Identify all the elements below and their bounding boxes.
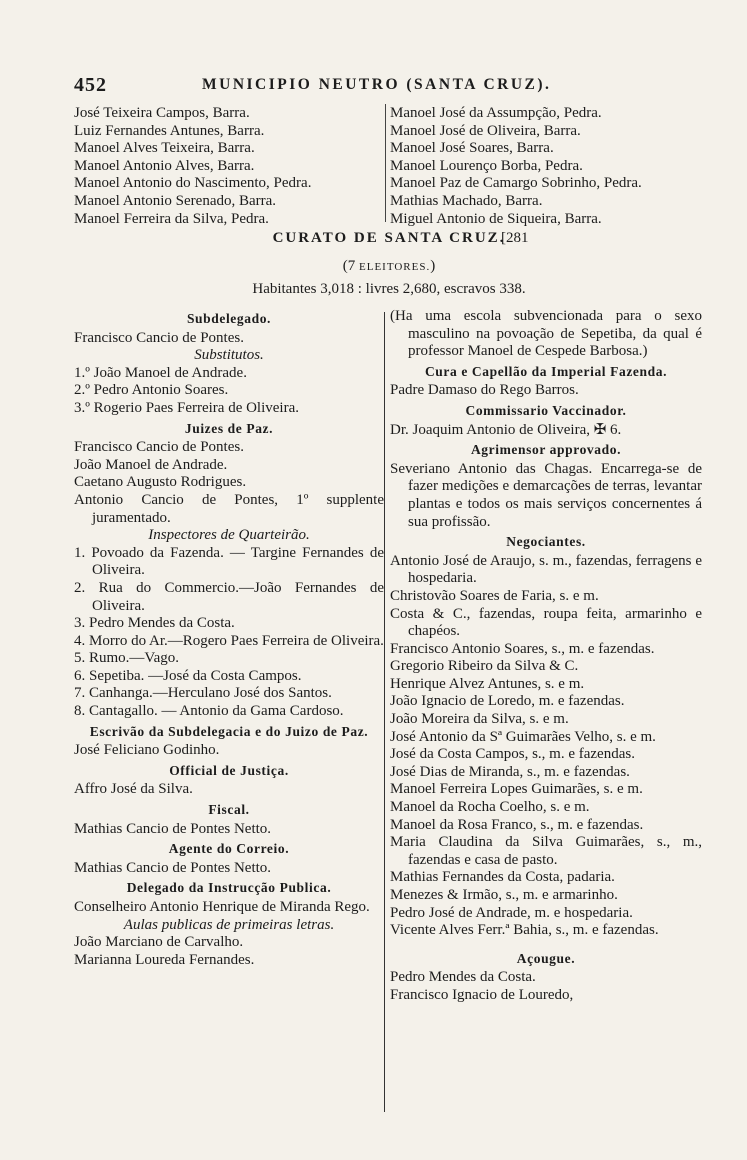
list-item: Manoel Antonio do Nascimento, Pedra. bbox=[74, 175, 312, 192]
section-heading-curato bbox=[74, 230, 704, 247]
cura-name: Padre Damaso do Rego Barros. bbox=[390, 382, 579, 399]
list-item: Vicente Alves Ferr.ª Bahia, s., m. e fazendas. bbox=[390, 922, 659, 939]
list-item: Mathias Fernandes da Costa, padaria. bbox=[390, 869, 615, 886]
official-name: Affro José da Silva. bbox=[74, 781, 193, 798]
heading-subdelegado: Subdelegado. bbox=[186, 311, 272, 326]
heading-delegado: Delegado da Instrucção Publica. bbox=[126, 880, 332, 896]
list-item: Pedro José de Andrade, m. e hospedaria. bbox=[390, 904, 633, 921]
escola-note: (Ha uma escola subvencionada para o sexo masculino na povoação de Sepetiba, da qual é professor Manoel de Cespede Barbosa.) bbox=[390, 308, 702, 360]
list-item: João Manoel de Andrade. bbox=[74, 456, 228, 473]
list-item: Manoel Ferreira Lopes Guimarães, s. e m. bbox=[390, 781, 643, 798]
curato-ref: [281 bbox=[501, 230, 529, 246]
list-item: Costa & C., fazendas, roupa feita, armarinho e chapéos. bbox=[390, 605, 702, 640]
habitantes-line: Habitantes 3,018 : livres 2,680, escravos 338. bbox=[252, 281, 526, 297]
list-item: Christovão Soares de Faria, s. e m. bbox=[390, 587, 599, 604]
list-item: José Antonio da Sª Guimarães Velho, s. e m. bbox=[390, 728, 656, 745]
list-item: Manoel José da Assumpção, Pedra. bbox=[390, 105, 602, 121]
list-item: 1. Povoado da Fazenda. — Targine Fernandes de Oliveira. bbox=[74, 544, 384, 579]
commissario-name: Dr. Joaquim Antonio de Oliveira, ✠ 6. bbox=[390, 421, 622, 438]
list-item: Manoel José Soares, Barra. bbox=[390, 140, 554, 157]
top-right-list bbox=[390, 105, 705, 228]
heading-cura: Cura e Capellão da Imperial Fazenda. bbox=[424, 363, 668, 379]
right-column bbox=[390, 308, 702, 1005]
list-item: Maria Claudina da Silva Guimarães, s., m., fazendas e casa de pasto. bbox=[390, 834, 702, 868]
list-item: Marianna Loureda Fernandes. bbox=[74, 951, 255, 968]
eleitores-close: ) bbox=[430, 258, 436, 274]
list-item: José da Costa Campos, s., m. e fazendas. bbox=[390, 746, 635, 763]
eleitores-label: ELEITORES. bbox=[359, 261, 431, 273]
agrimensor-text: Severiano Antonio das Chagas. Encarrega-se de fazer medições e demarcações de terras, levantar plantas e todos os mais serviços concernentes á sua profissão. bbox=[390, 460, 702, 530]
top-left-list bbox=[74, 105, 374, 228]
subdelegado-name: Francisco Cancio de Pontes. bbox=[74, 329, 244, 346]
heading-acougue: Açougue. bbox=[516, 950, 576, 966]
list-item: 3. Pedro Mendes da Costa. bbox=[74, 615, 235, 632]
left-column bbox=[74, 308, 384, 969]
list-item: 8. Cantagallo. — Antonio da Gama Cardoso. bbox=[74, 703, 344, 720]
list-item: Caetano Augusto Rodrigues. bbox=[74, 474, 247, 491]
list-item: Manoel Lourenço Borba, Pedra. bbox=[390, 157, 583, 174]
escrivao-name: José Feliciano Godinho. bbox=[74, 742, 220, 759]
list-item: Gregorio Ribeiro da Silva & C. bbox=[390, 658, 579, 675]
list-item: Manoel da Rosa Franco, s., m. e fazendas. bbox=[390, 816, 644, 833]
heading-agente: Agente do Correio. bbox=[168, 841, 290, 857]
list-item: 6. Sepetiba. —José da Costa Campos. bbox=[74, 667, 302, 684]
list-item: Pedro Mendes da Costa. bbox=[390, 969, 536, 986]
list-item: Luiz Fernandes Antunes, Barra. bbox=[74, 122, 265, 139]
list-item: Francisco Cancio de Pontes. bbox=[74, 439, 244, 456]
heading-escrivao: Escrivão da Subdelegacia e do Juizo de Paz. bbox=[89, 723, 369, 739]
page-title: MUNICIPIO NEUTRO (SANTA CRUZ). bbox=[202, 76, 552, 93]
eleitores-number: (7 bbox=[342, 258, 356, 274]
agente-name: Mathias Cancio de Pontes Netto. bbox=[74, 859, 272, 876]
heading-inspectores: Inspectores de Quarteirão. bbox=[148, 527, 310, 544]
page-header bbox=[74, 74, 694, 100]
list-item: José Dias de Miranda, s., m. e fazendas. bbox=[390, 763, 630, 780]
list-item: Antonio José de Araujo, s. m., fazendas, ferragens e hospedaria. bbox=[390, 552, 702, 587]
list-item: Mathias Machado, Barra. bbox=[390, 192, 543, 209]
list-item: João Ignacio de Loredo, m. e fazendas. bbox=[390, 693, 625, 710]
list-item: Manoel Paz de Camargo Sobrinho, Pedra. bbox=[390, 175, 642, 192]
list-item: Henrique Alvez Antunes, s. e m. bbox=[390, 675, 585, 692]
list-item: Manoel Ferreira da Silva, Pedra. bbox=[74, 210, 269, 227]
list-item: 1.º João Manoel de Andrade. bbox=[74, 364, 247, 381]
heading-official: Official de Justiça. bbox=[169, 762, 289, 778]
list-item: Manoel José de Oliveira, Barra. bbox=[390, 122, 581, 139]
eleitores-line bbox=[74, 258, 704, 275]
list-item: 4. Morro do Ar.—Rogero Paes Ferreira de Oliveira. bbox=[74, 632, 384, 649]
list-item: 7. Canhanga.—Herculano José dos Santos. bbox=[74, 685, 332, 702]
column-divider-top bbox=[385, 104, 386, 222]
list-item: 3.º Rogerio Paes Ferreira de Oliveira. bbox=[74, 399, 299, 416]
column-divider bbox=[384, 312, 385, 1112]
list-item: João Marciano de Carvalho. bbox=[74, 934, 244, 951]
delegado-name: Conselheiro Antonio Henrique de Miranda Rego. bbox=[74, 899, 370, 915]
heading-fiscal: Fiscal. bbox=[208, 802, 250, 818]
heading-negociantes: Negociantes. bbox=[506, 534, 586, 550]
heading-substitutos: Substitutos. bbox=[194, 347, 264, 364]
curato-title: CURATO DE SANTA CRUZ. bbox=[272, 230, 506, 246]
list-item: Miguel Antonio de Siqueira, Barra. bbox=[390, 210, 602, 227]
list-item: 2.º Pedro Antonio Soares. bbox=[74, 382, 229, 399]
list-item: Menezes & Irmão, s., m. e armarinho. bbox=[390, 887, 618, 903]
list-item: Francisco Antonio Soares, s., m. e fazendas. bbox=[390, 640, 655, 657]
list-item: Manoel da Rocha Coelho, s. e m. bbox=[390, 799, 590, 816]
fiscal-name: Mathias Cancio de Pontes Netto. bbox=[74, 820, 272, 837]
list-item: 2. Rua do Commercio.—João Fernandes de Oliveira. bbox=[74, 579, 384, 614]
list-item: Antonio Cancio de Pontes, 1º supplente juramentado. bbox=[74, 491, 384, 526]
list-item: Francisco Ignacio de Louredo, bbox=[390, 986, 574, 1003]
list-item: Manoel Alves Teixeira, Barra. bbox=[74, 140, 255, 157]
heading-agrimensor: Agrimensor approvado. bbox=[470, 442, 622, 458]
list-item: Manoel Antonio Serenado, Barra. bbox=[74, 192, 277, 209]
list-item: José Teixeira Campos, Barra. bbox=[74, 105, 250, 121]
heading-juizes: Juizes de Paz. bbox=[184, 420, 274, 436]
page-number: 452 bbox=[74, 74, 107, 96]
list-item: 5. Rumo.—Vago. bbox=[74, 650, 179, 667]
heading-aulas: Aulas publicas de primeiras letras. bbox=[123, 916, 335, 933]
heading-commissario: Commissario Vaccinador. bbox=[465, 402, 627, 418]
list-item: João Moreira da Silva, s. e m. bbox=[390, 711, 569, 728]
list-item: Manoel Antonio Alves, Barra. bbox=[74, 157, 255, 174]
